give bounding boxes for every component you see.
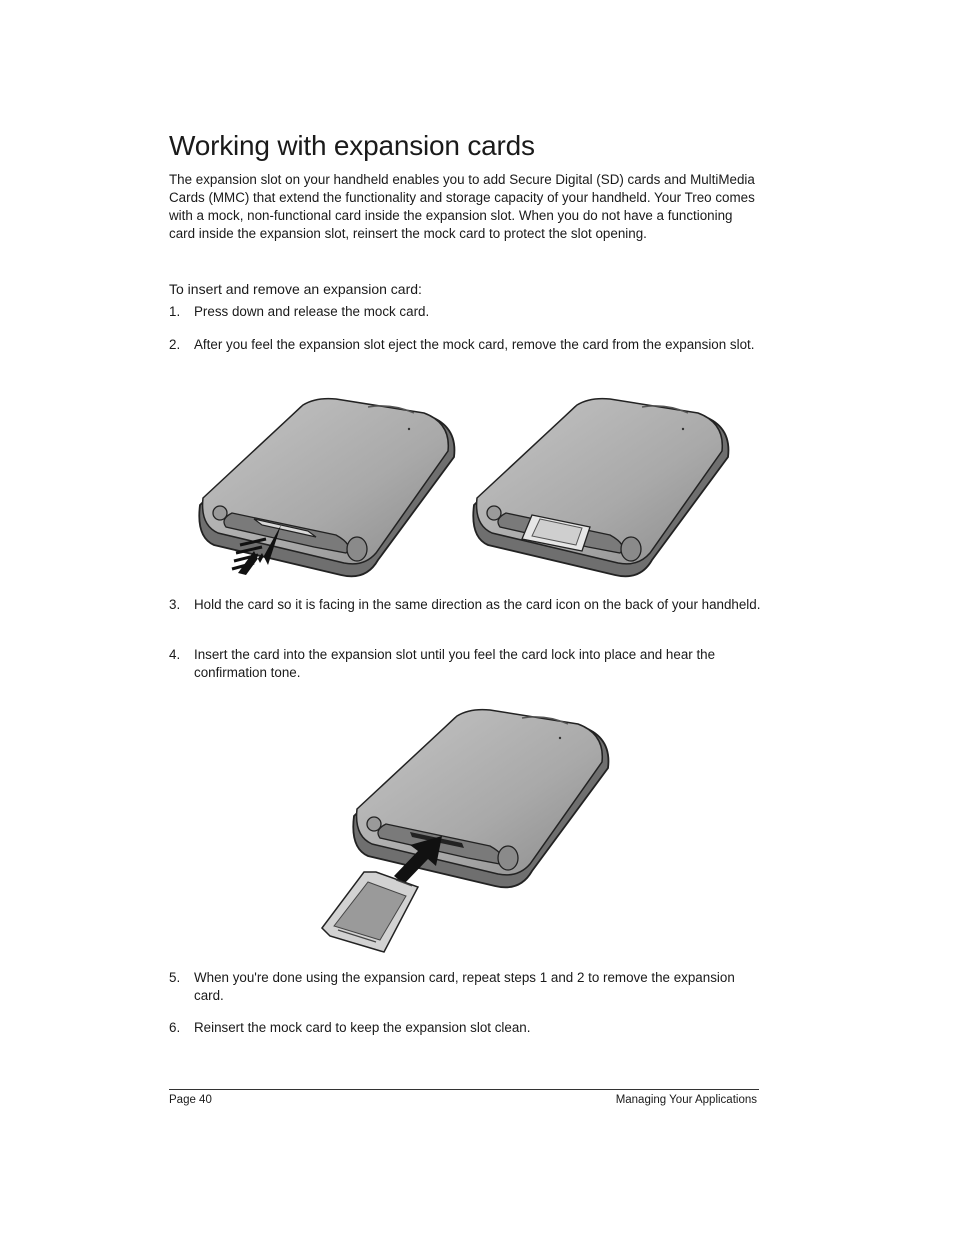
page-title: Working with expansion cards <box>169 130 535 161</box>
step-text: After you feel the expansion slot eject the mock card, remove the card from the expansion slot. <box>194 337 755 352</box>
footer-divider <box>169 1089 759 1090</box>
handheld-left <box>199 399 454 577</box>
step-text: Insert the card into the expansion slot until you feel the card lock into place and hear the confirmation tone. <box>194 647 716 680</box>
insert-card-illustration <box>318 704 613 954</box>
step-1 <box>169 303 761 321</box>
page-number: Page 40 <box>169 1094 212 1106</box>
step-6 <box>169 1019 761 1037</box>
procedure-heading: To insert and remove an expansion card: <box>169 281 422 297</box>
handheld <box>353 710 608 888</box>
step-number: 3. <box>169 597 181 612</box>
step-4 <box>169 646 761 682</box>
step-number: 4. <box>169 647 181 662</box>
section-title: Managing Your Applications <box>615 1094 757 1106</box>
intro-paragraph: The expansion slot on your handheld enables you to add Secure Digital (SD) cards and MultiMedia Cards (MMC) that extend the functionality and storage capacity of your handheld. Your Treo comes with a mock, non-functional card inside the expansion slot. When you do not have a functioning card inside the expansion slot, reinsert the mock card to protect the slot opening. <box>169 172 755 241</box>
step-2 <box>169 336 761 354</box>
handheld-right <box>473 399 728 577</box>
step-number: 1. <box>169 304 181 319</box>
eject-mock-card-illustration <box>196 395 736 585</box>
step-text: When you're done using the expansion card, repeat steps 1 and 2 to remove the expansion card. <box>194 970 735 1003</box>
step-number: 2. <box>169 337 181 352</box>
step-number: 6. <box>169 1020 181 1035</box>
step-number: 5. <box>169 970 181 985</box>
step-3 <box>169 596 761 614</box>
step-text: Reinsert the mock card to keep the expansion slot clean. <box>194 1020 531 1035</box>
step-text: Hold the card so it is facing in the same direction as the card icon on the back of your handheld. <box>194 597 761 612</box>
sd-card <box>322 872 418 952</box>
step-text: Press down and release the mock card. <box>194 304 430 319</box>
step-5 <box>169 969 761 1005</box>
